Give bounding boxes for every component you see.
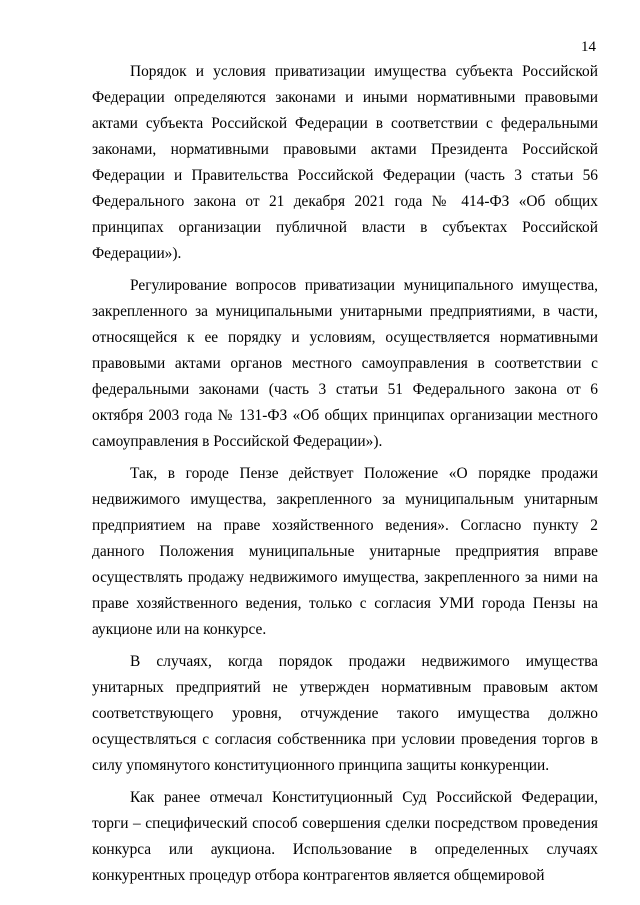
paragraph-constitutional-court: Как ранее отмечал Конституционный Суд Российской Федерации, торги – специфический способ совершения сделки посредством проведения конкурса или аукциона. Использование в определенных случаях конкурентных процедур отбора контрагентов является общемировой <box>92 789 598 884</box>
paragraph-penza-regulation: Так, в городе Пензе действует Положение «О порядке продажи недвижимого имущества, закрепленного за муниципальным унитарным предприятием на праве хозяйственного ведения». Согласно пункту 2 данного Положения муниципальные унитарные предприятия вправе осуществлять продажу недвижимого имущества, закрепленного за ними на праве хозяйственного ведения, только с согласия УМИ города Пензы на аукционе или на конкурсе. <box>92 465 598 638</box>
paragraph-privatization-subject: Порядок и условия приватизации имущества субъекта Российской Федерации определяются законами и иными нормативными правовыми актами субъекта Российской Федерации в соответствии с федеральными законами, нормативными правовыми актами Президента Российской Федерации и Правительства Российской Федерации (часть 3 статьи 56 Федерального закона от 21 декабря 2021 года № 414-ФЗ «Об общих принципах организации публичной власти в субъектах Российской Федерации»). <box>92 63 598 262</box>
paragraph-municipal-regulation: Регулирование вопросов приватизации муниципального имущества, закрепленного за муниципальными унитарными предприятиями, в части, относящейся к ее порядку и условиям, осуществляется нормативными правовыми актами органов местного самоуправления в соответствии с федеральными законами (часть 3 статьи 51 Федерального закона от 6 октября 2003 года № 131-ФЗ «Об общих принципах организации местного самоуправления в Российской Федерации»). <box>92 277 598 450</box>
page-number: 14 <box>581 39 596 55</box>
document-body <box>92 59 598 895</box>
paragraph-owner-consent: В случаях, когда порядок продажи недвижимого имущества унитарных предприятий не утвержден нормативным правовым актом соответствующего уровня, отчуждение такого имущества должно осуществляться с согласия собственника при условии проведения торгов в силу упомянутого конституционного принципа защиты конкуренции. <box>92 653 598 774</box>
